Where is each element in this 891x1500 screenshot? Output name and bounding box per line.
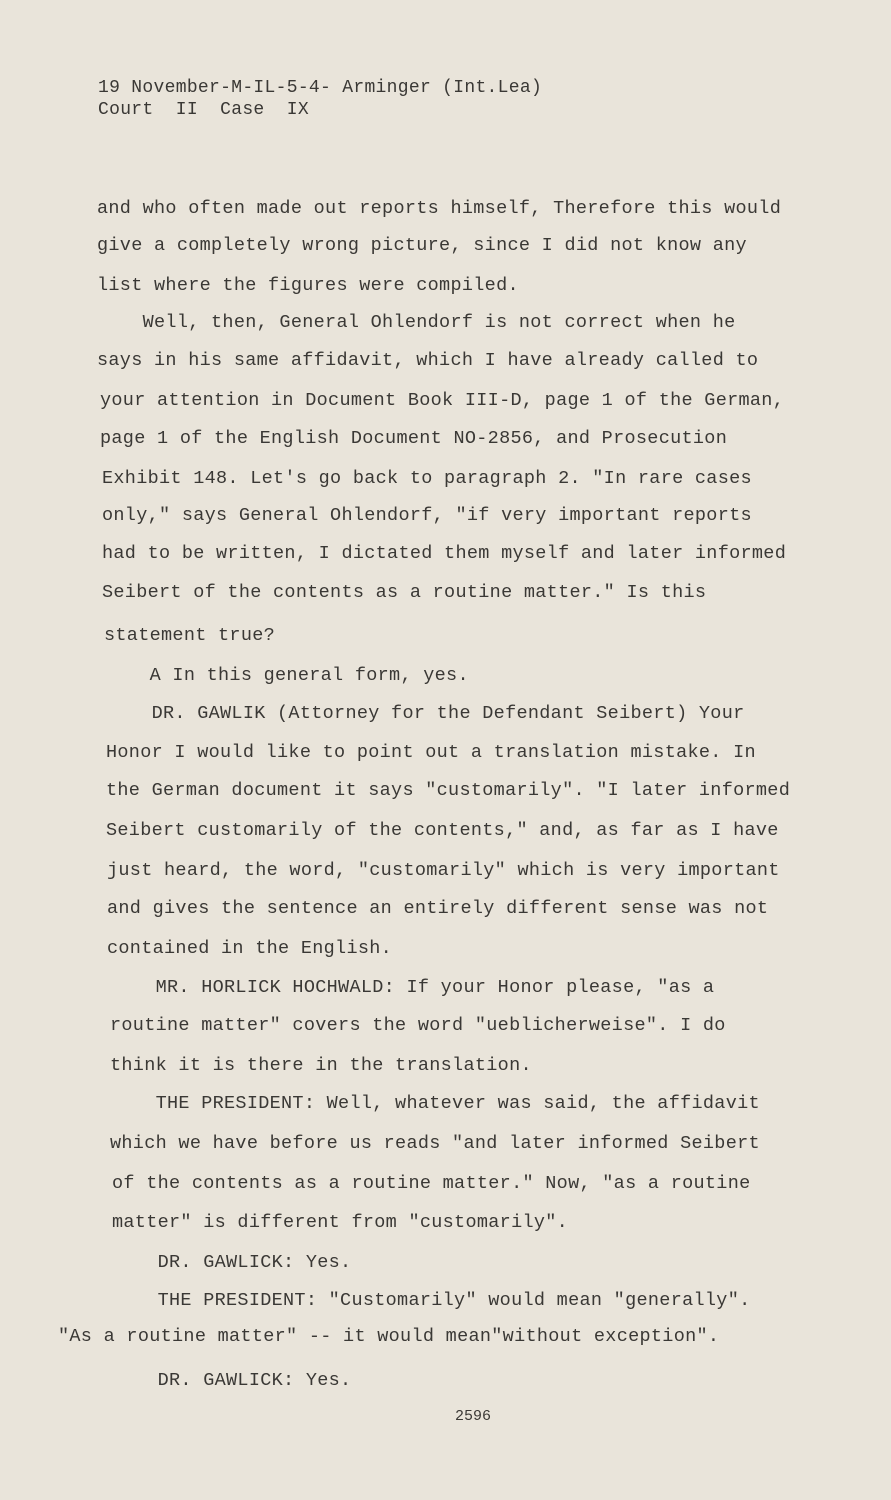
transcript-line: statement true? xyxy=(104,625,276,646)
transcript-line: A In this general form, yes. xyxy=(104,665,469,686)
transcript-line: matter" is different from "customarily". xyxy=(112,1212,569,1233)
header-line-1: 19 November-M-IL-5-4- Arminger (Int.Lea) xyxy=(98,78,543,98)
transcript-line: which we have before us reads "and later informed Seibert xyxy=(110,1133,760,1154)
transcript-line: THE PRESIDENT: Well, whatever was said, the affidavit xyxy=(110,1093,760,1114)
transcript-line: contained in the English. xyxy=(107,938,393,959)
transcript-line: had to be written, I dictated them myself and later informed xyxy=(102,543,787,564)
header-line-2: Court II Case IX xyxy=(98,100,309,120)
transcript-line: of the contents as a routine matter." Now, "as a routine xyxy=(112,1173,751,1194)
transcript-line: "As a routine matter" -- it would mean"without exception". xyxy=(58,1326,720,1347)
transcript-line: give a completely wrong picture, since I did not know any xyxy=(97,235,747,256)
transcript-line: Seibert customarily of the contents," and, as far as I have xyxy=(106,820,779,841)
transcript-line: DR. GAWLICK: Yes. xyxy=(112,1252,352,1273)
transcript-line: just heard, the word, "customarily" which is very important xyxy=(107,860,780,881)
transcript-line: the German document it says "customarily". "I later informed xyxy=(106,780,791,801)
transcript-line: and who often made out reports himself, Therefore this would xyxy=(97,198,782,219)
transcript-line: Well, then, General Ohlendorf is not correct when he xyxy=(97,312,736,333)
transcript-line: DR. GAWLIK (Attorney for the Defendant Seibert) Your xyxy=(106,703,745,724)
transcript-line: and gives the sentence an entirely different sense was not xyxy=(107,898,769,919)
page-number: 2596 xyxy=(455,1408,492,1425)
transcript-line: THE PRESIDENT: "Customarily" would mean "generally". xyxy=(112,1290,751,1311)
transcript-line: only," says General Ohlendorf, "if very important reports xyxy=(102,505,752,526)
transcript-line: Seibert of the contents as a routine matter." Is this xyxy=(102,582,707,603)
transcript-line: routine matter" covers the word "ueblicherweise". I do xyxy=(110,1015,726,1036)
transcript-line: DR. GAWLICK: Yes. xyxy=(112,1370,352,1391)
transcript-line: think it is there in the translation. xyxy=(110,1055,532,1076)
transcript-line: Exhibit 148. Let's go back to paragraph 2. "In rare cases xyxy=(102,468,752,489)
transcript-line: says in his same affidavit, which I have already called to xyxy=(97,350,759,371)
transcript-line: your attention in Document Book III-D, page 1 of the German, xyxy=(100,390,785,411)
transcript-line: list where the figures were compiled. xyxy=(97,275,519,296)
transcript-line: page 1 of the English Document NO-2856, and Prosecution xyxy=(100,428,728,449)
transcript-line: Honor I would like to point out a translation mistake. In xyxy=(106,742,756,763)
transcript-line: MR. HORLICK HOCHWALD: If your Honor please, "as a xyxy=(110,977,715,998)
